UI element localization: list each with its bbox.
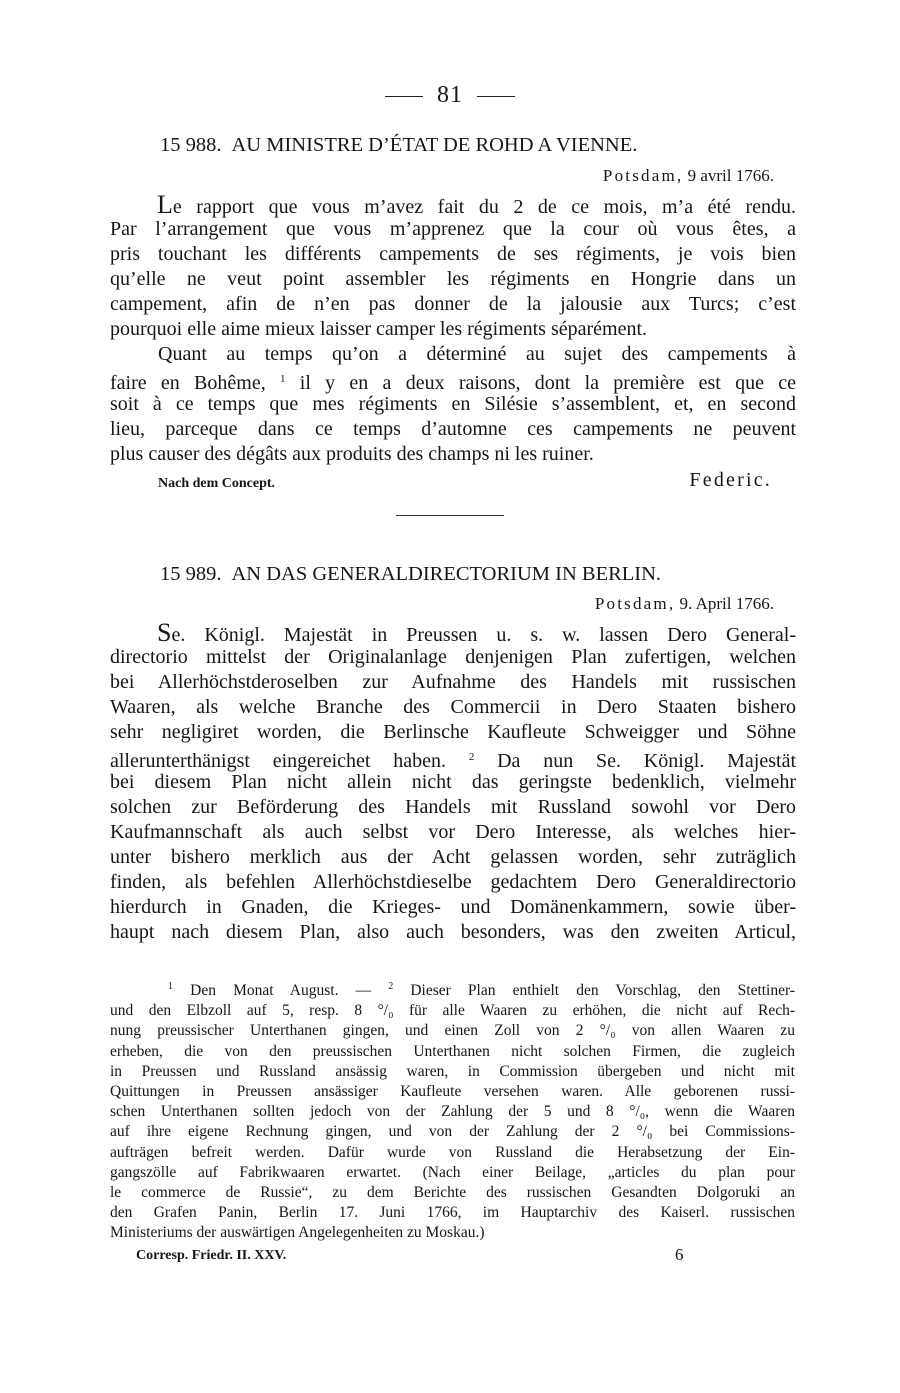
footnote-line: Ministeriums der auswärtigen Angelegenheiten zu Moskau.) xyxy=(110,1224,485,1242)
section-separator xyxy=(396,515,504,516)
signature-mark: 6 xyxy=(675,1245,684,1264)
text-line: bei Allerhöchstderoselben zur Aufnahme des Handels mit russischen xyxy=(110,671,796,693)
text-line: bei diesem Plan nicht allein nicht das geringste bedenklich, vielmehr xyxy=(110,771,796,793)
footnote-line: in Preussen und Russland ansässig waren, in Commission übergeben und nicht mit xyxy=(110,1062,795,1080)
text-line: sehr negligiret worden, die Berlinsche Kaufleute Schweigger und Söhne xyxy=(110,721,796,743)
text-line: Kaufmannschaft als auch selbst vor Dero Interesse, als welches hier- xyxy=(110,821,796,843)
text-line: e. Königl. Majestät in Preussen u. s. w. lassen Dero General- xyxy=(171,624,796,646)
text-fragment: allerunterthänigst eingereichet haben. xyxy=(110,750,447,772)
initial-letter: L xyxy=(157,190,173,219)
letter-heading xyxy=(160,563,780,586)
text-line: unter bishero merklich aus der Acht gelassen worden, sehr zuträglich xyxy=(110,846,796,868)
text-line: soit à ce temps que mes régiments en Silésie s’assemblent, et, en second xyxy=(110,393,796,415)
series-title: Corresp. Friedr. II. XXV. xyxy=(136,1248,287,1263)
text-line: campement, afin de n’en pas donner de la jalousie aux Turcs; c’est xyxy=(110,293,796,315)
footnote-text: Den Monat August. — xyxy=(190,982,372,999)
footnote-line: aufträgen befreit werden. Dafür wurde von Russland die Herabsetzung der Ein- xyxy=(110,1143,795,1161)
text-line: haupt nach diesem Plan, also auch besonders, was den zweiten Articul, xyxy=(110,921,796,943)
text-line: Par l’arrangement que vous m’apprenez que la cour où vous êtes, a xyxy=(110,218,796,240)
footnote-line: nung preussischer Unterthanen gingen, und einen Zoll von 2 °/₀ von allen Waaren zu xyxy=(110,1022,795,1040)
letter-title: AU MINISTRE D’ÉTAT DE ROHD A VIENNE. xyxy=(231,134,638,156)
date-place: Potsdam, xyxy=(602,166,684,185)
text-line: directorio mittelst der Originalanlage denjenigen Plan zufertigen, welchen xyxy=(110,646,796,668)
dateline xyxy=(595,594,774,614)
dateline xyxy=(603,166,774,186)
signature: Federic. xyxy=(689,469,772,491)
footnote-reference: 1 xyxy=(279,373,286,385)
text-line: hierdurch in Gnaden, die Krieges- und Domänenkammern, sowie über- xyxy=(110,896,796,918)
text-line: pris touchant les différents campements de ses régiments, je vois bien xyxy=(110,243,796,265)
footnote-line: den Grafen Panin, Berlin 17. Juni 1766, im Hauptarchiv des Kaiserl. russischen xyxy=(110,1204,795,1222)
text-fragment: il y en a deux raisons, dont la première est que ce xyxy=(299,372,797,394)
letter-number: 15 988. xyxy=(160,134,222,156)
initial-letter: S xyxy=(157,618,172,647)
footnote-line: erheben, die von den preussischen Unterthanen nicht solchen Firmen, die zugleich xyxy=(110,1042,795,1060)
text-line: Waaren, als welche Branche des Commercii in Dero Staaten bishero xyxy=(110,696,796,718)
source-note: Nach dem Concept. xyxy=(158,476,276,491)
footnote-line: schen Unterthanen sollten jedoch von der Zahlung der 5 und 8 °/₀, wenn die Waaren xyxy=(110,1103,795,1121)
text-fragment: Da nun Se. Königl. Majestät xyxy=(497,750,797,772)
date: 9. April 1766. xyxy=(679,594,774,613)
text-line: finden, als befehlen Allerhöchstdieselbe gedachtem Dero Generaldirectorio xyxy=(110,871,796,893)
date-place: Potsdam, xyxy=(594,594,676,613)
text-line: lieu, parceque dans ce temps d’automne ces campements ne peuvent xyxy=(110,418,796,440)
text-line: Quant au temps qu’on a déterminé au sujet des campements à xyxy=(158,343,796,365)
header-rule-left xyxy=(385,96,423,97)
text-line: plus causer des dégâts aux produits des champs ni les ruiner. xyxy=(110,443,594,465)
text-line: e rapport que vous m’avez fait du 2 de ce mois, m’a été rendu. xyxy=(172,196,796,218)
footnotes xyxy=(110,977,795,1244)
text-line: qu’elle ne veut point assembler les régiments en Hongrie dans un xyxy=(110,268,796,290)
footnote-text: Dieser Plan enthielt den Vorschlag, den Stettiner- xyxy=(410,982,796,999)
letter-paragraph xyxy=(110,192,796,220)
footnote-line: auf ihre eigene Rechnung gingen, und von der Zahlung der 2 °/₀ bei Commissions- xyxy=(110,1123,795,1141)
footnote-reference: 2 xyxy=(468,751,475,763)
footnote-line: gangszölle auf Fabrikwaaren erwartet. (Nach einer Beilage, „articles du plan pour xyxy=(110,1163,795,1181)
letter-heading xyxy=(160,134,780,157)
footnote-line xyxy=(110,977,795,1001)
page-number: 81 xyxy=(437,82,463,108)
footnote-mark: 2 xyxy=(388,981,394,992)
text-line: solchen zur Beförderung des Handels mit Russland sowohl vor Dero xyxy=(110,796,796,818)
footnote-line: Quittungen in Preussen ansässiger Kaufleute versehen waren. Alle geborenen russi- xyxy=(110,1083,795,1101)
footnote-line: und den Elbzoll auf 5, resp. 8 °/₀ für alle Waaren zu erhöhen, die nicht auf Rech- xyxy=(110,1002,795,1020)
letter-number: 15 989. xyxy=(160,563,222,585)
text-fragment: faire en Bohême, xyxy=(110,372,266,394)
footnote-line: le commerce de Russie“, zu dem Berichte des russischen Gesandten Dolgoruki an xyxy=(110,1184,795,1202)
running-head xyxy=(0,82,900,109)
header-rule-right xyxy=(477,96,515,97)
letter-paragraph xyxy=(110,620,796,648)
footnote-mark: 1 xyxy=(168,981,173,992)
letter-title: AN DAS GENERALDIRECTORIUM IN BERLIN. xyxy=(231,563,662,585)
date: 9 avril 1766. xyxy=(687,166,774,185)
text-line: pourquoi elle aime mieux laisser camper les régiments séparément. xyxy=(110,318,648,340)
